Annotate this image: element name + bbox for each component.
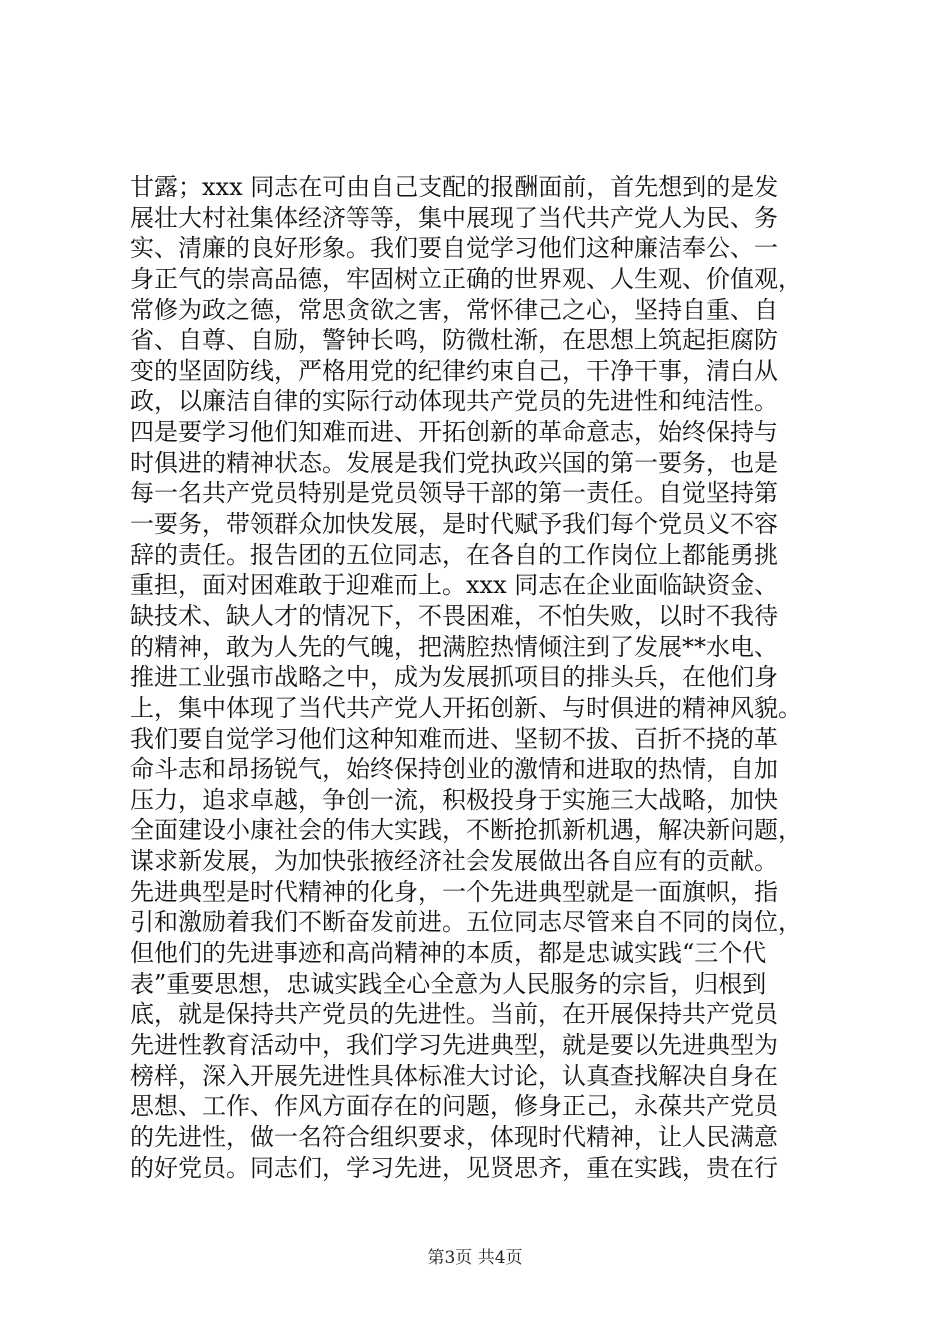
body-text [130, 172, 830, 1183]
text-line: 辞的责任。报告团的五位同志，在各自的工作岗位上都能勇挑 [130, 540, 778, 569]
text-line: 先进典型是时代精神的化身，一个先进典型就是一面旗帜，指 [130, 877, 778, 906]
text-line: 思想、工作、作风方面存在的问题，修身正己，永葆共产党员 [130, 1092, 778, 1121]
text-line: 时俱进的精神状态。发展是我们党执政兴国的第一要务，也是 [130, 448, 778, 477]
text-line: 变的坚固防线，严格用党的纪律约束自己，干净干事，清白从 [130, 356, 778, 385]
text-line: 政，以廉洁自律的实际行动体现共产党员的先进性和纯洁性。 [130, 387, 778, 416]
text-line: 推进工业强市战略之中，成为发展抓项目的排头兵，在他们身 [130, 663, 778, 692]
text-line: 的精神，敢为人先的气魄，把满腔热情倾注到了发展**水电、 [130, 632, 778, 661]
text-line: 常修为政之德，常思贪欲之害，常怀律己之心，坚持自重、自 [130, 295, 778, 324]
text-line: 全面建设小康社会的伟大实践，不断抢抓新机遇，解决新问题， [130, 816, 802, 845]
text-line: 缺技术、缺人才的情况下，不畏困难，不怕失败，以时不我待 [130, 601, 778, 630]
text-line: 展壮大村社集体经济等等，集中展现了当代共产党人为民、务 [130, 203, 778, 232]
text-line: 我们要自觉学习他们这种知难而进、坚韧不拔、百折不挠的革 [130, 724, 778, 753]
text-line: 但他们的先进事迹和高尚精神的本质，都是忠诚实践“三个代 [130, 939, 767, 968]
text-line: 引和激励着我们不断奋发前进。五位同志尽管来自不同的岗位， [130, 908, 802, 937]
text-line: 先进性教育活动中，我们学习先进典型，就是要以先进典型为 [130, 1030, 778, 1059]
text-line: 甘露；xxx 同志在可由自己支配的报酬面前，首先想到的是发 [130, 173, 779, 201]
text-line: 身正气的崇高品德，牢固树立正确的世界观、人生观、价值观， [130, 264, 802, 293]
text-line: 表”重要思想，忠诚实践全心全意为人民服务的宗旨，归根到 [130, 969, 767, 998]
text-line: 实、清廉的良好形象。我们要自觉学习他们这种廉洁奉公、一 [130, 234, 778, 263]
text-line: 四是要学习他们知难而进、开拓创新的革命意志，始终保持与 [130, 418, 778, 447]
text-line: 榜样，深入开展先进性具体标准大讨论，认真查找解决自身在 [130, 1061, 778, 1090]
text-line: 压力，追求卓越，争创一流，积极投身于实施三大战略，加快 [130, 785, 778, 814]
text-line: 上，集中体现了当代共产党人开拓创新、与时俱进的精神风貌。 [130, 693, 802, 722]
text-line: 重担，面对困难敢于迎难而上。xxx 同志在企业面临缺资金、 [130, 571, 779, 600]
text-line: 底，就是保持共产党员的先进性。当前，在开展保持共产党员 [130, 1000, 778, 1029]
page-footer [0, 1243, 950, 1268]
text-line: 省、自尊、自励，警钟长鸣，防微杜渐，在思想上筑起拒腐防 [130, 326, 778, 355]
text-line: 每一名共产党员特别是党员领导干部的第一责任。自觉坚持第 [130, 479, 778, 508]
text-line: 的好党员。同志们，学习先进，见贤思齐，重在实践，贵在行 [130, 1153, 778, 1182]
text-line: 命斗志和昂扬锐气，始终保持创业的激情和进取的热情，自加 [130, 755, 778, 784]
page-number: 第3页 共4页 [427, 1248, 523, 1268]
text-line: 谋求新发展，为加快张掖经济社会发展做出各自应有的贡献。 [130, 847, 778, 876]
text-line: 一要务，带领群众加快发展，是时代赋予我们每个党员义不容 [130, 510, 778, 539]
text-line: 的先进性，做一名符合组织要求，体现时代精神，让人民满意 [130, 1122, 778, 1151]
